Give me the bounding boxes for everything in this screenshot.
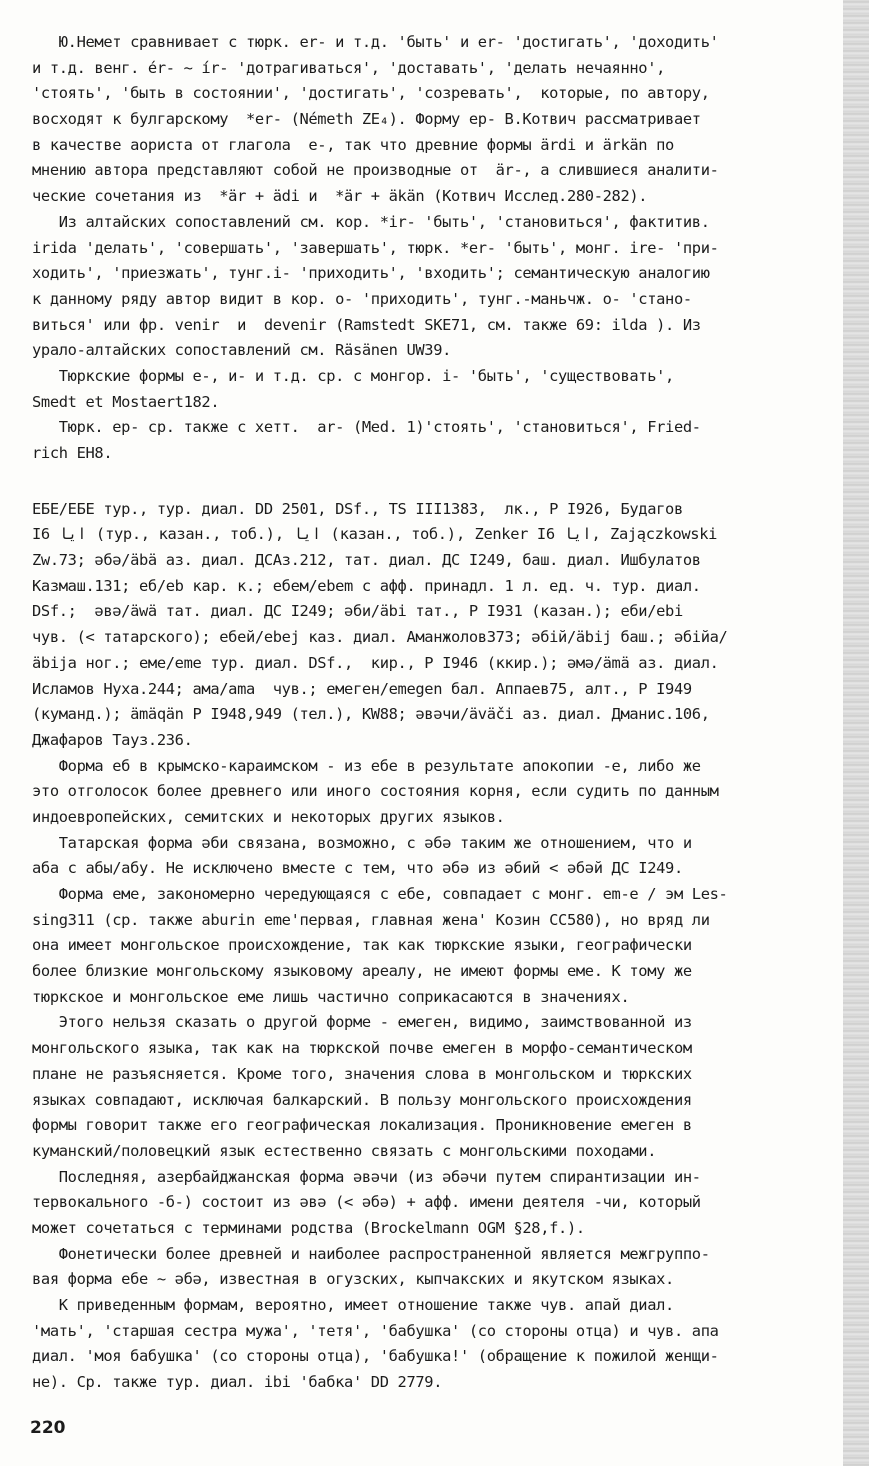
text-line: плане не разъясняется. Кроме того, значения слова в монгольском и тюркских xyxy=(32,1064,692,1083)
text-line: она имеет монгольское происхождение, так как тюркские языки, географически xyxy=(32,936,692,955)
text-line: Последняя, азербайджанская форма әвәчи (из әбәчи путем спирантизации ин- xyxy=(32,1167,701,1186)
text-line: к данному ряду автор видит в кор. o- 'приходить', тунг.-маньчж. o- 'стано- xyxy=(32,289,692,308)
paragraph-ebe-entry xyxy=(32,497,844,754)
text-line: диал. 'моя бабушка' (со стороны отца), 'бабушка!' (обращение к пожилой женщи- xyxy=(32,1347,719,1366)
text-line: формы говорит также его географическая локализация. Проникновение емеген в xyxy=(32,1116,692,1135)
text-line: äbija ног.; еме/eme тур. диал. DSf., кир., Р І946 (ккир.); әмә/ämä аз. диал. xyxy=(32,653,719,672)
text-line: индоевропейских, семитских и некоторых других языков. xyxy=(32,807,505,826)
text-line: восходят к булгарскому *er- (Németh ZE₄). Форму ер- В.Котвич рассматривает xyxy=(32,110,701,129)
text-line: тюркское и монгольское еме лишь частично соприкасаются в значениях. xyxy=(32,987,630,1006)
text-line: І6 ايا (тур., казан., тоб.), ايا (казан., тоб.), Zenker І6 ايا, Zajączkowski xyxy=(32,525,718,544)
text-line: тервокального -б-) состоит из әвә (< әбә) + афф. имени деятеля -чи, который xyxy=(32,1193,701,1212)
paragraph-ebe-commentary xyxy=(32,754,844,1396)
text-line: может сочетаться с терминами родства (Brockelmann OGM §28,f.). xyxy=(32,1218,585,1237)
text-line: мнению автора представляют собой не производные от är-, а слившиеся аналити- xyxy=(32,161,719,180)
text-line: Из алтайских сопоставлений см. кор. *ir- 'быть', 'становиться', фактитив. xyxy=(32,212,710,231)
text-line: sing311 (ср. также aburin eme'первая, главная жена' Козин СС580), но вряд ли xyxy=(32,910,710,929)
text-line: Ю.Немет сравнивает с тюрк. er- и т.д. 'быть' и er- 'достигать', 'доходить' xyxy=(32,33,719,51)
text-line: ходить', 'приезжать', тунг.і- 'приходить', 'входить'; семантическую аналогию xyxy=(32,264,710,283)
text-line: 'стоять', 'быть в состоянии', 'достигать', 'созревать', которые, по автору, xyxy=(32,84,710,103)
text-line: куманский/половецкий язык естественно связать с монгольскими походами. xyxy=(32,1141,657,1160)
text-line: Smedt et Mostaert182. xyxy=(32,392,220,411)
text-line: языках совпадают, исключая балкарский. В пользу монгольского происхождения xyxy=(32,1090,692,1109)
text-line: в качестве аориста от глагола е-, так что древние формы ärdi и ärkän по xyxy=(32,135,674,154)
text-line: Тюркские формы е-, и- и т.д. ср. с монгор. і- 'быть', 'существовать', xyxy=(32,366,674,385)
text-line: (куманд.); ämäqän Р І948,949 (тел.), KW88; әвәчи/äväči аз. диал. Дманис.106, xyxy=(32,705,710,724)
text-line: аба с абы/абу. Не исключено вместе с тем, что әбә из әбий < әбәй ДС І249. xyxy=(32,859,683,878)
text-line: ЕБЕ/ЕБЕ тур., тур. диал. DD 2501, DSf., TS III1383, лк., Р І926, Будагов xyxy=(32,499,683,518)
paragraph-etymology-comparison xyxy=(32,30,844,467)
text-line: Татарская форма әби связана, возможно, с әбә таким же отношением, что и xyxy=(32,833,692,852)
text-line: Zw.73; әбә/äbä аз. диал. ДСАз.212, тат. диал. ДС І249, баш. диал. Ишбулатов xyxy=(32,551,701,570)
text-line: виться' или фр. venir и devenir (Ramstedt SKE71, см. также 69: ilda ). Из xyxy=(32,315,701,334)
text-line: DSf.; әвә/äwä тат. диал. ДС І249; әби/äbi тат., Р І931 (казан.); еби/ebi xyxy=(32,602,683,621)
scan-edge-shadow xyxy=(843,0,869,1466)
text-line: Джафаров Тауз.236. xyxy=(32,730,193,749)
text-line: Тюрк. ер- ср. также с хетт. ar- (Med. 1)'стоять', 'становиться', Fried- xyxy=(32,418,701,437)
text-line: Этого нельзя сказать о другой форме - емеген, видимо, заимствованной из xyxy=(32,1013,692,1032)
text-line: Фонетически более древней и наиболее распространенной является межгруппо- xyxy=(32,1244,710,1263)
text-line: Форма еме, закономерно чередующаяся с ебе, совпадает с монг. em-e / эм Les- xyxy=(32,885,728,903)
text-line: вая форма ебе ~ әбә, известная в огузских, кыпчакских и якутском языках. xyxy=(32,1270,674,1289)
text-line: не). Ср. также тур. диал. ibi 'бабка' DD 2779. xyxy=(32,1373,443,1392)
text-line: и т.д. венг. ér- ~ ír- 'дотрагиваться', 'доставать', 'делать нечаянно', xyxy=(32,58,666,77)
text-line: более близкие монгольскому языковому ареалу, не имеют формы еме. К тому же xyxy=(32,962,692,981)
text-line: Исламов Нуха.244; ама/ama чув.; емеген/emegen бал. Аппаев75, алт., Р І949 xyxy=(32,679,692,698)
text-line: ческие сочетания из *är + ädi и *är + äkän (Котвич Исслед.280-282). xyxy=(32,187,648,206)
text-line: irida 'делать', 'совершать', 'завершать', тюрк. *er- 'быть', монг. ire- 'при- xyxy=(32,238,719,257)
text-line: Форма еб в крымско-караимском - из ебе в результате апокопии -е, либо же xyxy=(32,756,701,775)
text-column xyxy=(32,30,844,1396)
text-line: К приведенным формам, вероятно, имеет отношение также чув. апай диал. xyxy=(32,1296,674,1314)
section-gap xyxy=(32,467,844,497)
text-line: Казмаш.131; еб/eb кар. к.; ебем/ebem с афф. принадл. 1 л. ед. ч. тур. диал. xyxy=(32,576,701,595)
text-line: монгольского языка, так как на тюркской почве емеген в морфо-семантическом xyxy=(32,1039,692,1058)
text-line: это отголосок более древнего или иного состояния корня, если судить по данным xyxy=(32,782,719,801)
text-line: rich EH8. xyxy=(32,444,113,462)
text-line: чув. (< татарского); ебей/ebej каз. диал. Аманжолов373; әбій/äbij баш.; әбійа/ xyxy=(32,628,728,647)
text-line: 'мать', 'старшая сестра мужа', 'тетя', 'бабушка' (со стороны отца) и чув. апа xyxy=(32,1321,719,1340)
text-line: урало-алтайских сопоставлений см. Räsänen UW39. xyxy=(32,341,452,360)
page-number: 220 xyxy=(30,1418,66,1438)
